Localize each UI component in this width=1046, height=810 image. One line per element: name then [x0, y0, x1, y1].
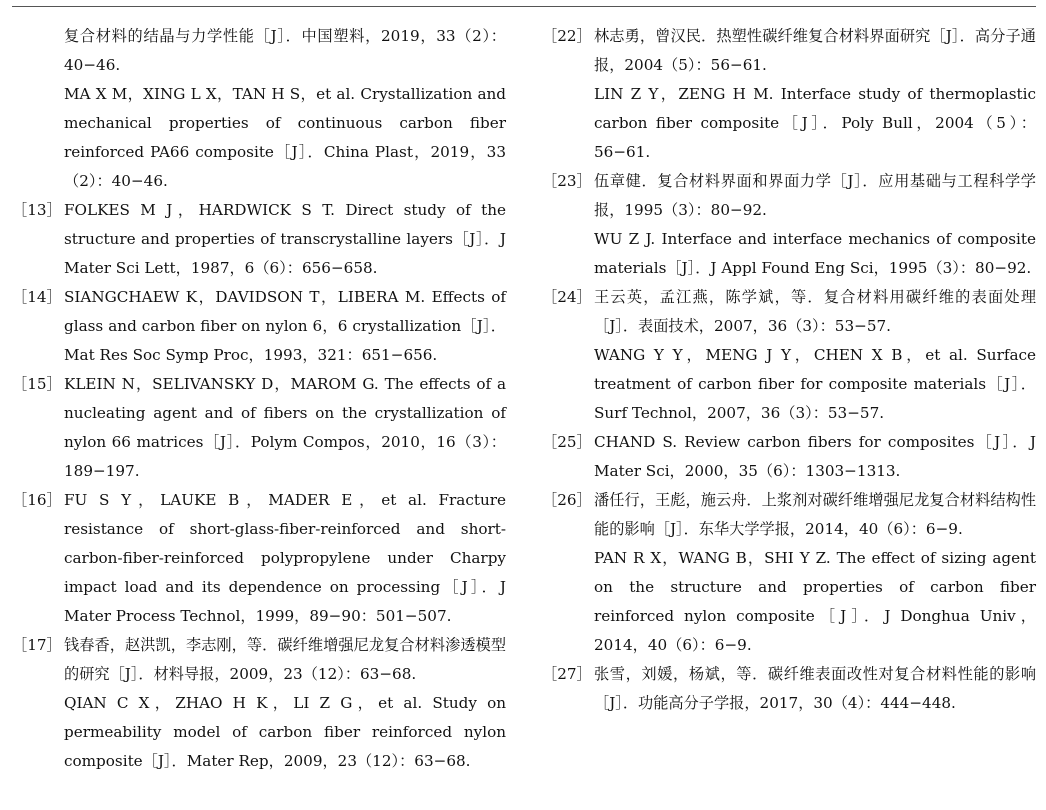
reference-23	[542, 167, 1036, 283]
reference-text-cn: 钱春香，赵洪凯，李志刚，等．碳纤维增强尼龙复合材料渗透模型的研究［J］．材料导报，2009，23（12）：63−68.	[64, 636, 506, 683]
reference-16	[12, 486, 506, 631]
reference-22	[542, 22, 1036, 167]
reference-26	[542, 486, 1036, 660]
reference-number: ［25］	[542, 433, 592, 451]
reference-text-cn: 张雪，刘媛，杨斌，等．碳纤维表面改性对复合材料性能的影响［J］．功能高分子学报，2017，30（4）：444−448.	[594, 665, 1036, 712]
reference-number: ［26］	[542, 491, 592, 509]
reference-24	[542, 283, 1036, 428]
reference-27	[542, 660, 1036, 718]
reference-number: ［14］	[12, 288, 62, 306]
reference-text-cn: 林志勇，曾汉民．热塑性碳纤维复合材料界面研究［J］．高分子通报，2004（5）：56−61.	[594, 27, 1036, 74]
reference-text-en: CHAND S. Review carbon fibers for composites［J］．J Mater Sci，2000，35（6）：1303−1313.	[594, 433, 1036, 480]
reference-text-en: WU Z J. Interface and interface mechanics of composite materials［J］．J Appl Found Eng Sci，1995（3）：80−92.	[594, 230, 1036, 277]
reference-number: ［16］	[12, 491, 62, 509]
reference-13	[12, 196, 506, 283]
reference-number: ［22］	[542, 27, 592, 45]
left-column	[12, 22, 506, 776]
reference-14	[12, 283, 506, 370]
reference-continuation	[12, 22, 506, 196]
reference-number: ［13］	[12, 201, 62, 219]
right-column	[542, 22, 1036, 718]
reference-text-cn: 潘任行，王彪，施云舟．上浆剂对碳纤维增强尼龙复合材料结构性能的影响［J］．东华大学学报，2014，40（6）：6−9.	[594, 491, 1036, 538]
reference-number: ［15］	[12, 375, 62, 393]
reference-text-cn: 王云英，孟江燕，陈学斌，等．复合材料用碳纤维的表面处理［J］．表面技术，2007，36（3）：53−57.	[594, 288, 1036, 335]
reference-text-cn: 伍章健．复合材料界面和界面力学［J］．应用基础与工程科学学报，1995（3）：80−92.	[594, 172, 1036, 219]
reference-text-en: QIAN C X，ZHAO H K，LI Z G，et al. Study on permeability model of carbon fiber reinforced nylon composite［J］．Mater Rep，2009，23（12）：63−68.	[64, 694, 506, 770]
reference-text-en: WANG Y Y，MENG J Y，CHEN X B，et al. Surface treatment of carbon fiber for composite materials［J］．Surf Technol，2007，36（3）：53−57.	[594, 346, 1036, 422]
reference-text-en: PAN R X，WANG B，SHI Y Z. The effect of sizing agent on the structure and properties of carbon fiber reinforced nylon composite［J］．J Donghua Univ，2014，40（6）：6−9.	[594, 549, 1036, 654]
reference-text-en: FOLKES M J，HARDWICK S T. Direct study of the structure and properties of transcrystalline layers［J］．J Mater Sci Lett，1987，6（6）：656−658.	[64, 201, 506, 277]
reference-number: ［24］	[542, 288, 592, 306]
reference-number: ［17］	[12, 636, 62, 654]
reference-25	[542, 428, 1036, 486]
reference-text-en: SIANGCHAEW K，DAVIDSON T，LIBERA M. Effects of glass and carbon fiber on nylon 6，6 crystallization［J］．Mat Res Soc Symp Proc，1993，321：651−656.	[64, 288, 506, 364]
reference-text-en: FU S Y，LAUKE B，MADER E，et al. Fracture resistance of short-glass-fiber-reinforced and short-carbon-fiber-reinforced polypropylene under Charpy impact load and its dependence on processing［J］．J Mater Process Technol，1999，89−90：501−507.	[64, 491, 506, 625]
reference-text-cn: 复合材料的结晶与力学性能［J］．中国塑料，2019，33（2）：40−46.	[64, 27, 506, 74]
reference-text-en: LIN Z Y，ZENG H M. Interface study of thermoplastic carbon fiber composite［J］．Poly Bull，2004（5）：56−61.	[594, 85, 1036, 161]
reference-number: ［27］	[542, 665, 592, 683]
top-rule	[12, 6, 1036, 7]
reference-15	[12, 370, 506, 486]
reference-text-en: MA X M，XING L X，TAN H S，et al. Crystallization and mechanical properties of continuous carbon fiber reinforced PA66 composite［J］．China Plast，2019，33（2）：40−46.	[64, 85, 506, 190]
reference-17	[12, 631, 506, 776]
reference-text-en: KLEIN N，SELIVANSKY D，MAROM G. The effects of a nucleating agent and of fibers on the crystallization of nylon 66 matrices［J］．Polym Compos，2010，16（3）：189−197.	[64, 375, 506, 480]
reference-number: ［23］	[542, 172, 592, 190]
